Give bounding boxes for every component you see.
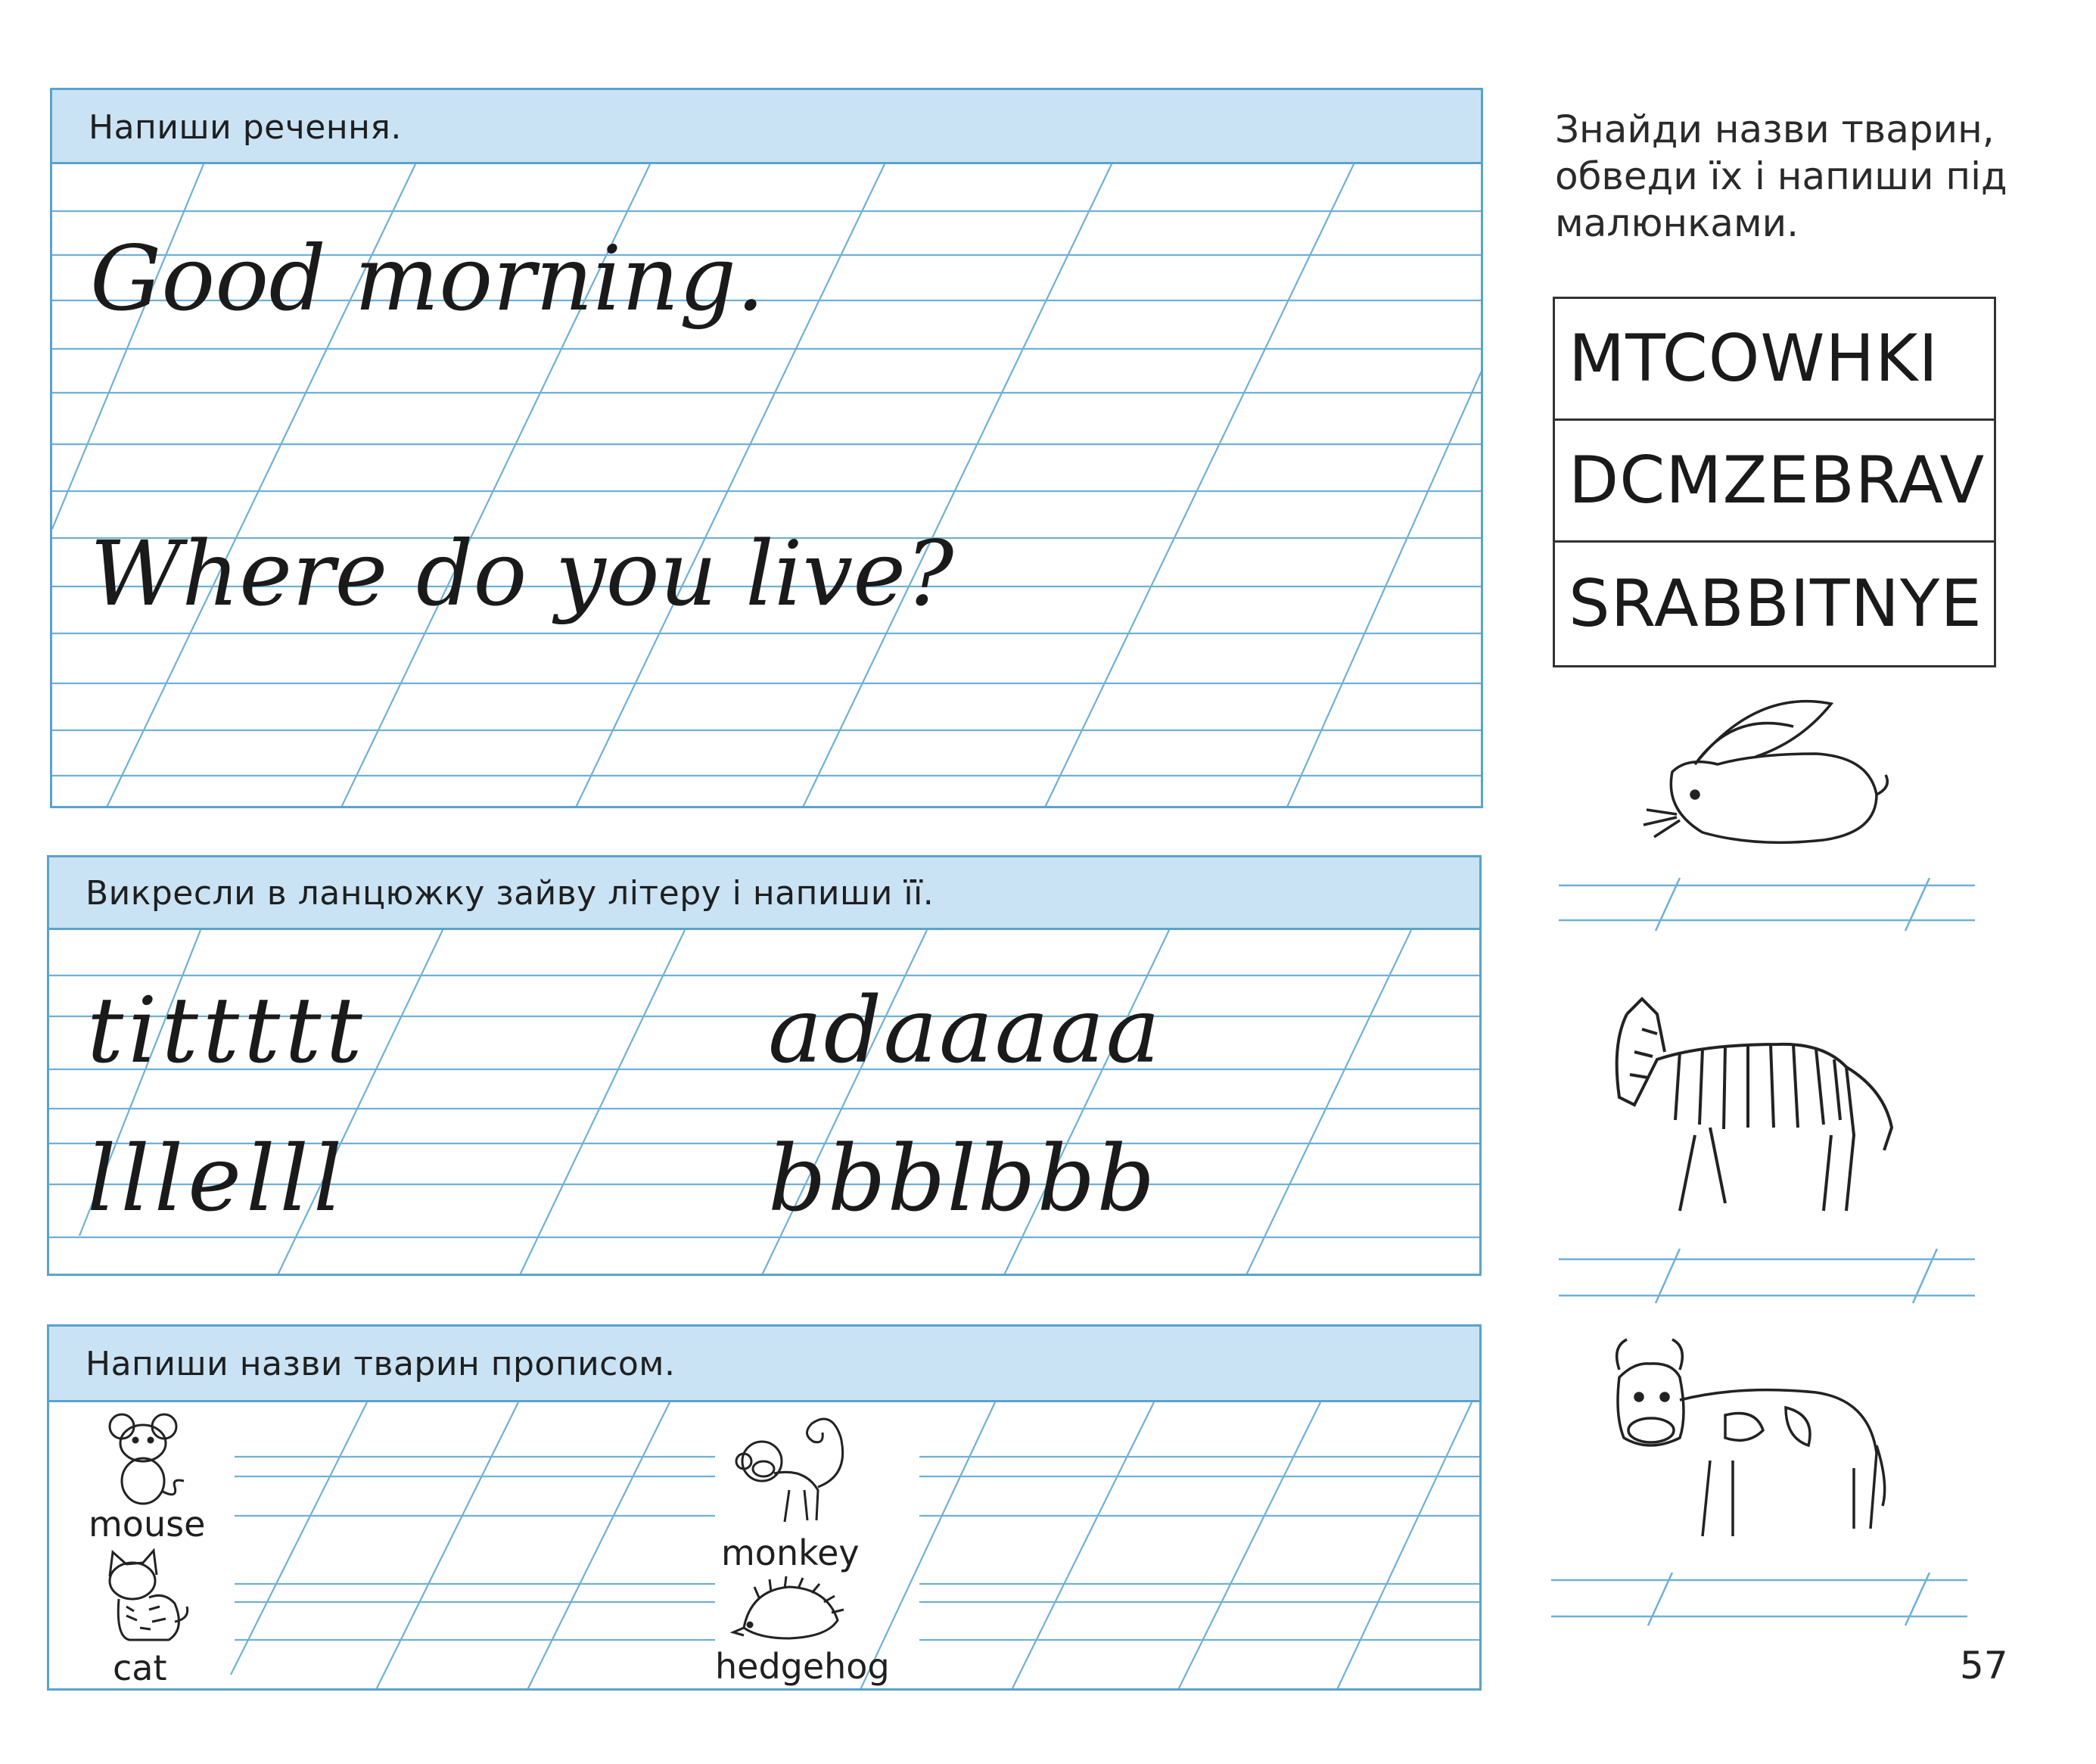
word-search-row[interactable]: SRABBITNYE [1569, 565, 1982, 642]
animal-names-panel [47, 1324, 1482, 1691]
letter-chain-1: tittttt [87, 978, 367, 1084]
page-number: 57 [1960, 1644, 2008, 1688]
odd-letter-panel [47, 855, 1482, 1276]
animal-label-hedgehog: hedgehog [715, 1646, 890, 1687]
animal-label-cat: cat [113, 1647, 167, 1688]
answer-lines-rabbit [1559, 878, 1982, 938]
cursive-sentence-1: Good morning. [90, 226, 765, 331]
letter-chain-4: bbblbbb [768, 1127, 1157, 1232]
answer-lines-cow [1551, 1573, 1975, 1633]
rabbit-drawing [1604, 681, 1892, 863]
mouse-drawing [99, 1408, 190, 1507]
zebra-drawing [1597, 984, 1930, 1234]
cow-drawing [1589, 1332, 1892, 1559]
letter-chain-3: lllelll [87, 1127, 347, 1232]
sentence-panel [50, 88, 1483, 808]
answer-lines-zebra [1559, 1249, 1982, 1309]
word-search-instruction: Знайди назви тварин, обведи їх і напиши під малюнками. [1555, 107, 2007, 245]
animal-label-monkey: monkey [721, 1532, 860, 1573]
odd-letter-panel-title: Викресли в ланцюжку зайву літеру і напиши її. [86, 874, 934, 913]
handwriting-ruling [52, 90, 1483, 808]
animal-label-mouse: mouse [89, 1504, 206, 1545]
word-search-row[interactable]: MTCOWHKI [1555, 299, 1994, 421]
letter-chain-2: adaaaaa [768, 978, 1162, 1084]
hedgehog-drawing [729, 1575, 850, 1650]
word-search-grid [1553, 297, 1996, 667]
sentence-panel-title: Напиши речення. [89, 108, 402, 147]
cursive-sentence-2: Where do you live? [90, 521, 954, 626]
word-search-row[interactable]: DCMZEBRAV [1555, 421, 1994, 543]
animal-names-panel-title: Напиши назви тварин прописом. [86, 1345, 676, 1383]
monkey-drawing [729, 1407, 857, 1535]
cat-drawing [96, 1546, 194, 1644]
